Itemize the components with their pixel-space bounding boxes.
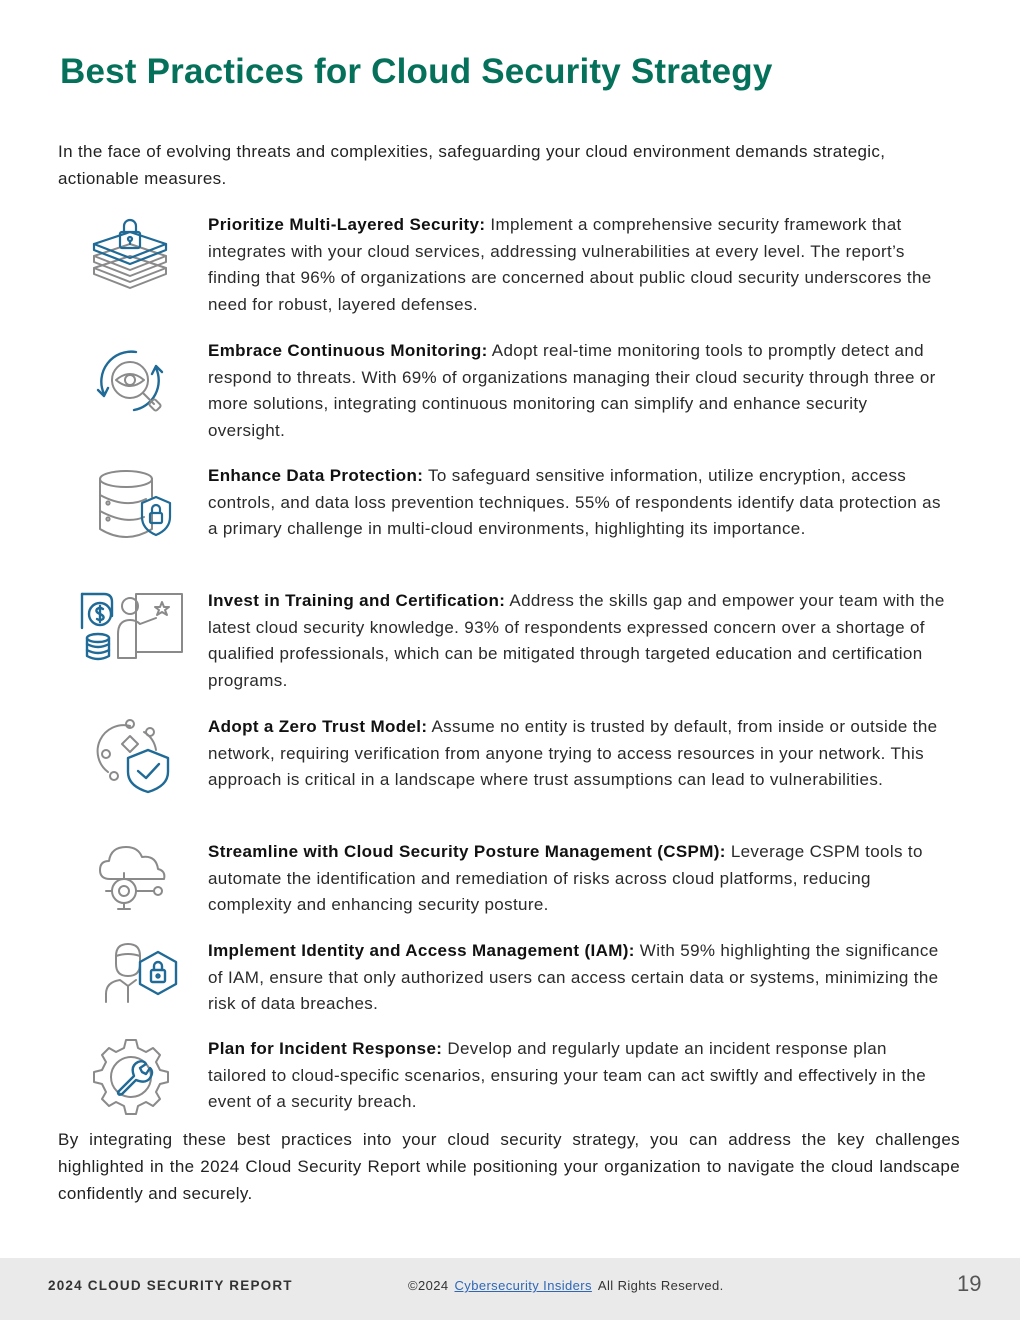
practice-body: Address the skills gap and empower your team with the latest cloud security knowledge. 93% of respondents expressed concern over a shortage of qualified professionals, which can be mitigated through targeted education and certification programs. xyxy=(208,591,945,690)
cloud-posture-icon xyxy=(74,839,186,923)
gear-wrench-icon xyxy=(74,1036,186,1120)
closing-paragraph: By integrating these best practices into your cloud security strategy, you can address the key challenges highlighted in the 2024 Cloud Security Report while positioning your organization to navigate the cloud landscape confidently and securely. xyxy=(58,1130,960,1203)
practice-heading: Plan for Incident Response: xyxy=(208,1039,443,1058)
practice-heading: Adopt a Zero Trust Model: xyxy=(208,717,428,736)
layered-lock-icon xyxy=(74,212,186,296)
practice-body: Leverage CSPM tools to automate the identification and remediation of risks across cloud platforms, reducing complexity and enhancing security posture. xyxy=(208,842,923,915)
copyright-line xyxy=(408,1278,724,1293)
practice-body: Implement a comprehensive security framework that integrates with your cloud services, addressing vulnerabilities at every level. The report’s finding that 96% of organizations are concerned about public cloud security underscores the need for robust, layered defenses. xyxy=(208,215,932,314)
practice-heading: Implement Identity and Access Management (IAM): xyxy=(208,941,635,960)
copyright-year: ©2024 xyxy=(408,1278,449,1293)
monitoring-eye-icon xyxy=(74,338,186,422)
practice-body: Assume no entity is trusted by default, from inside or outside the network, requiring verification from anyone trying to access resources in your network. This approach is critical in a landscape where trust assumptions can lead to vulnerabilities. xyxy=(208,717,938,790)
database-shield-icon xyxy=(74,463,186,547)
rights-text: All Rights Reserved. xyxy=(597,1278,724,1293)
cybersecurity-insiders-link[interactable]: Cybersecurity Insiders xyxy=(454,1278,592,1293)
identity-lock-icon xyxy=(74,938,186,1022)
report-name: 2024 CLOUD SECURITY REPORT xyxy=(48,1278,293,1293)
practice-heading: Enhance Data Protection: xyxy=(208,466,424,485)
page-title: Best Practices for Cloud Security Strategy xyxy=(60,52,773,91)
practice-heading: Prioritize Multi-Layered Security: xyxy=(208,215,486,234)
practice-heading: Streamline with Cloud Security Posture Management (CSPM): xyxy=(208,842,726,861)
page-number: 19 xyxy=(957,1271,982,1296)
practice-body: With 59% highlighting the significance of IAM, ensure that only authorized users can access certain data or systems, minimizing the risk of data breaches. xyxy=(208,941,939,1014)
practice-body: Develop and regularly update an incident response plan tailored to cloud-specific scenarios, ensuring your team can act swiftly and effectively in the event of a security breach. xyxy=(208,1039,926,1112)
practice-heading: Embrace Continuous Monitoring: xyxy=(208,341,488,360)
practice-body: To safeguard sensitive information, utilize encryption, access controls, and data loss prevention techniques. 55% of respondents identify data protection as a primary challenge in multi-cloud environments, highlighting its importance. xyxy=(208,466,941,539)
training-presenter-icon xyxy=(74,588,186,672)
practice-heading: Invest in Training and Certification: xyxy=(208,591,506,610)
practice-body: Adopt real-time monitoring tools to promptly detect and respond to threats. With 69% of organizations managing their cloud security through three or more solutions, integrating continuous monitoring can simplify and enhance security oversight. xyxy=(208,341,936,440)
intro-paragraph: In the face of evolving threats and complexities, safeguarding your cloud environment demands strategic, actionable measures. xyxy=(58,142,886,188)
page-footer xyxy=(0,1258,1020,1320)
zero-trust-shield-icon xyxy=(74,714,186,798)
